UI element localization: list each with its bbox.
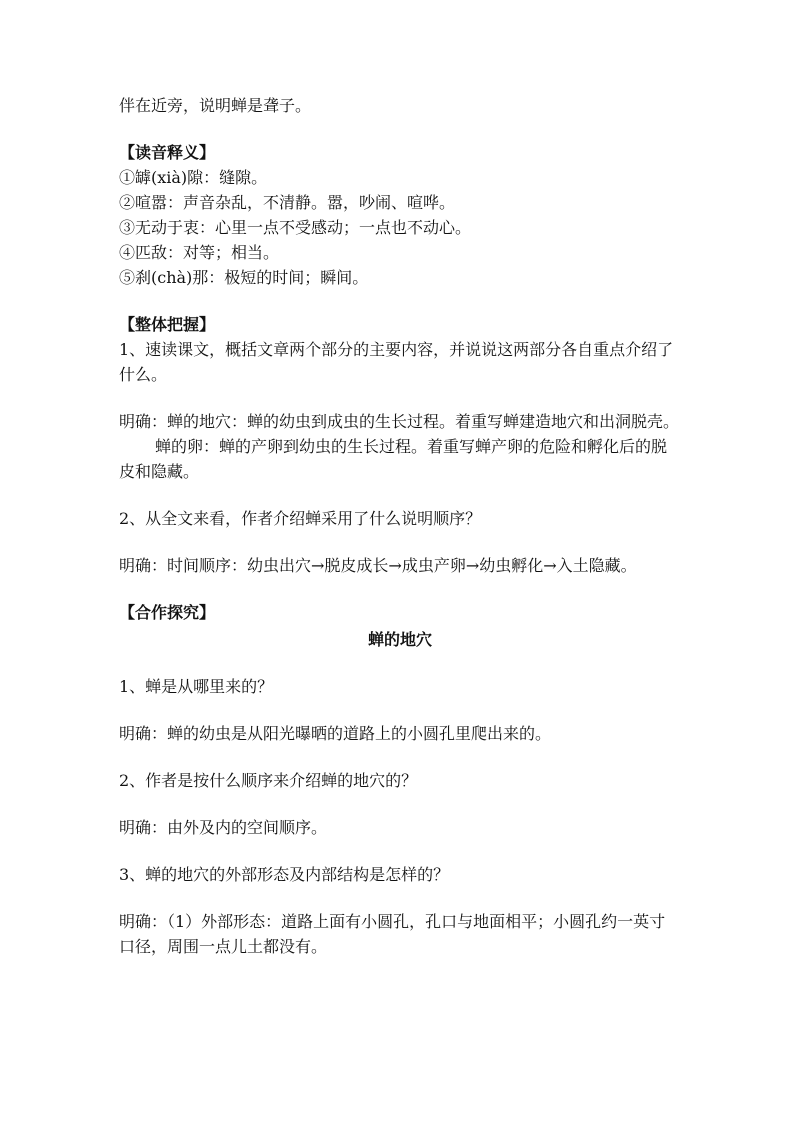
- document-content: [119, 93, 681, 959]
- pronunciation-item-1: ①罅(xià)隙：缝隙。: [119, 168, 268, 187]
- overall-answer-1-line-1: 明确：蝉的地穴：蝉的幼虫到成虫的生长过程。着重写蝉建造地穴和出洞脱壳。: [119, 412, 680, 431]
- cooperative-heading: 【合作探究】: [119, 603, 216, 622]
- overall-answer-2: 明确：时间顺序：幼虫出穴→脱皮成长→成虫产卵→幼虫孵化→入土隐藏。: [119, 556, 637, 575]
- cooperative-answer-2: 明确：由外及内的空间顺序。: [119, 818, 328, 837]
- cooperative-question-3: 3、蝉的地穴的外部形态及内部结构是怎样的？: [119, 865, 450, 884]
- overall-heading: 【整体把握】: [119, 315, 216, 334]
- pronunciation-item-4: ④匹敌：对等；相当。: [119, 243, 280, 262]
- overall-question-2: 2、从全文来看，作者介绍蝉采用了什么说明顺序？: [119, 509, 482, 528]
- overall-answer-1-line-2: 蝉的卵：蝉的产卵到幼虫的生长过程。着重写蝉产卵的危险和孵化后的脱皮和隐藏。: [119, 437, 668, 481]
- pronunciation-heading: 【读音释义】: [119, 143, 216, 162]
- pronunciation-item-5: ⑤刹(chà)那：极短的时间；瞬间。: [119, 268, 369, 287]
- section-title: 蝉的地穴: [367, 630, 432, 649]
- cooperative-question-1: 1、蝉是从哪里来的？: [119, 677, 274, 696]
- cooperative-answer-3: 明确：（1）外部形态：道路上面有小圆孔，孔口与地面相平；小圆孔约一英寸口径，周围一点儿土都没有。: [119, 912, 666, 956]
- cooperative-question-2: 2、作者是按什么顺序来介绍蝉的地穴的？: [119, 771, 418, 790]
- intro-line: 伴在近旁，说明蝉是聋子。: [119, 96, 312, 115]
- overall-question-1: 1、速读课文，概括文章两个部分的主要内容，并说说这两部分各自重点介绍了什么。: [119, 340, 674, 384]
- cooperative-answer-1: 明确：蝉的幼虫是从阳光曝晒的道路上的小圆孔里爬出来的。: [119, 724, 552, 743]
- pronunciation-item-3: ③无动于衷：心里一点不受感动；一点也不动心。: [119, 218, 472, 237]
- pronunciation-item-2: ②喧嚣：声音杂乱，不清静。嚣，吵闹、喧哗。: [119, 193, 456, 212]
